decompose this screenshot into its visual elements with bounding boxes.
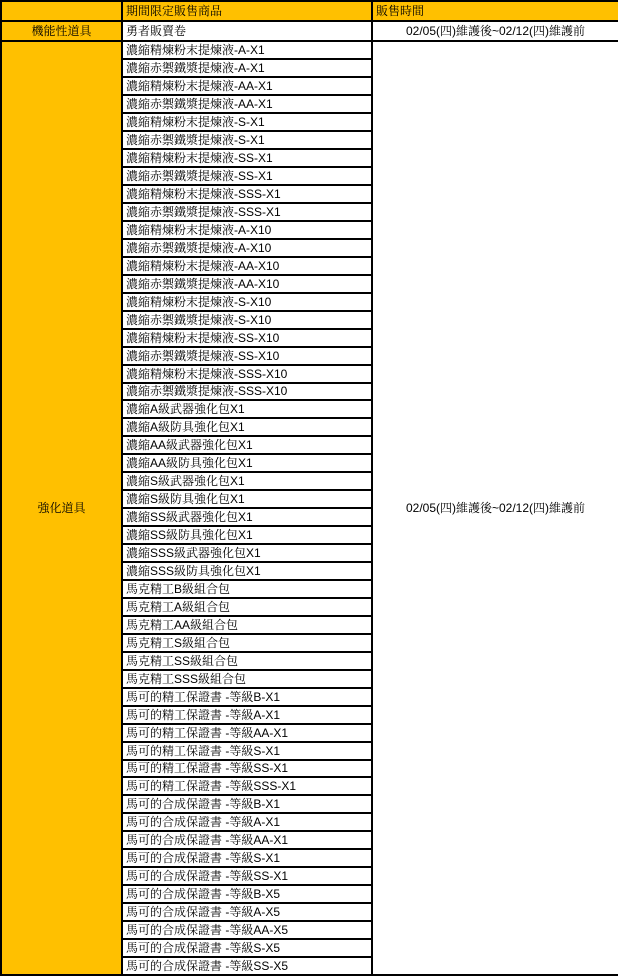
item-cell: 馬可的合成保證書 -等級S-X1 — [122, 849, 372, 867]
item-cell: 濃縮精煉粉末提煉液-A-X1 — [122, 41, 372, 59]
item-cell: 濃縮精煉粉末提煉液-SSS-X1 — [122, 185, 372, 203]
item-cell: 濃縮赤禦鐵漿提煉液-A-X10 — [122, 239, 372, 257]
item-cell: 濃縮A級武器強化包X1 — [122, 400, 372, 418]
item-cell: 濃縮赤禦鐵漿提煉液-A-X1 — [122, 59, 372, 77]
item-cell: 濃縮赤禦鐵漿提煉液-SS-X10 — [122, 347, 372, 365]
item-cell: 濃縮A級防具強化包X1 — [122, 418, 372, 436]
item-cell: 馬可的合成保證書 -等級A-X5 — [122, 903, 372, 921]
item-cell: 馬克精工SS級組合包 — [122, 652, 372, 670]
item-cell: 濃縮精煉粉末提煉液-SS-X1 — [122, 149, 372, 167]
item-cell: 濃縮S級防具強化包X1 — [122, 490, 372, 508]
item-cell: 馬可的精工保證書 -等級A-X1 — [122, 706, 372, 724]
item-cell: 馬克精工S級組合包 — [122, 634, 372, 652]
item-cell: 濃縮赤禦鐵漿提煉液-SSS-X1 — [122, 203, 372, 221]
item-cell: 馬可的合成保證書 -等級AA-X5 — [122, 921, 372, 939]
item-cell: 馬可的合成保證書 -等級SS-X1 — [122, 867, 372, 885]
time-cell-enhance: 02/05(四)維護後~02/12(四)維護前 — [372, 41, 618, 975]
item-cell: 濃縮赤禦鐵漿提煉液-SS-X1 — [122, 167, 372, 185]
item-cell: 濃縮S級武器強化包X1 — [122, 472, 372, 490]
item-cell: 濃縮精煉粉末提煉液-AA-X10 — [122, 257, 372, 275]
item-cell: 馬可的精工保證書 -等級SSS-X1 — [122, 777, 372, 795]
item-cell: 馬克精工AA級組合包 — [122, 616, 372, 634]
header-cell-category — [1, 1, 122, 21]
enhance-item-row — [1, 41, 618, 59]
enhance-items-section — [1, 41, 618, 975]
table-header-row — [1, 1, 618, 21]
item-cell: 濃縮SS級防具強化包X1 — [122, 526, 372, 544]
item-cell: 濃縮精煉粉末提煉液-A-X10 — [122, 221, 372, 239]
item-cell: 馬可的合成保證書 -等級S-X5 — [122, 939, 372, 957]
item-cell: 馬可的精工保證書 -等級SS-X1 — [122, 760, 372, 778]
item-cell: 馬可的精工保證書 -等級AA-X1 — [122, 724, 372, 742]
item-cell: 濃縮精煉粉末提煉液-SSS-X10 — [122, 365, 372, 383]
item-cell: 馬可的精工保證書 -等級S-X1 — [122, 742, 372, 760]
category-cell-functional: 機能性道具 — [1, 21, 122, 41]
item-cell: 馬克精工A級組合包 — [122, 598, 372, 616]
item-cell: 勇者販賣卷 — [122, 21, 372, 41]
item-cell: 濃縮精煉粉末提煉液-AA-X1 — [122, 77, 372, 95]
functional-items-row — [1, 21, 618, 41]
item-cell: 馬克精工B級組合包 — [122, 580, 372, 598]
item-cell: 濃縮AA級防具強化包X1 — [122, 454, 372, 472]
item-cell: 濃縮赤禦鐵漿提煉液-S-X1 — [122, 131, 372, 149]
item-cell: 濃縮SSS級武器強化包X1 — [122, 544, 372, 562]
item-cell: 濃縮AA級武器強化包X1 — [122, 436, 372, 454]
item-cell: 馬可的合成保證書 -等級B-X5 — [122, 885, 372, 903]
item-cell: 馬可的合成保證書 -等級A-X1 — [122, 813, 372, 831]
item-cell: 濃縮赤禦鐵漿提煉液-SSS-X10 — [122, 383, 372, 401]
header-cell-product: 期間限定販售商品 — [122, 1, 372, 21]
item-cell: 濃縮精煉粉末提煉液-S-X1 — [122, 113, 372, 131]
item-cell: 濃縮赤禦鐵漿提煉液-AA-X1 — [122, 95, 372, 113]
category-cell-enhance: 強化道具 — [1, 41, 122, 975]
item-cell: 濃縮SS級武器強化包X1 — [122, 508, 372, 526]
item-cell: 濃縮SSS級防具強化包X1 — [122, 562, 372, 580]
item-cell: 馬克精工SSS級組合包 — [122, 670, 372, 688]
time-cell-functional: 02/05(四)維護後~02/12(四)維護前 — [372, 21, 618, 41]
item-cell: 濃縮赤禦鐵漿提煉液-S-X10 — [122, 311, 372, 329]
item-cell: 馬可的精工保證書 -等級B-X1 — [122, 688, 372, 706]
item-cell: 馬可的合成保證書 -等級B-X1 — [122, 795, 372, 813]
item-cell: 馬可的合成保證書 -等級AA-X1 — [122, 831, 372, 849]
item-cell: 馬可的合成保證書 -等級SS-X5 — [122, 957, 372, 975]
item-cell: 濃縮赤禦鐵漿提煉液-AA-X10 — [122, 275, 372, 293]
item-cell: 濃縮精煉粉末提煉液-SS-X10 — [122, 329, 372, 347]
item-cell: 濃縮精煉粉末提煉液-S-X10 — [122, 293, 372, 311]
header-cell-time: 販售時間 — [372, 1, 618, 21]
